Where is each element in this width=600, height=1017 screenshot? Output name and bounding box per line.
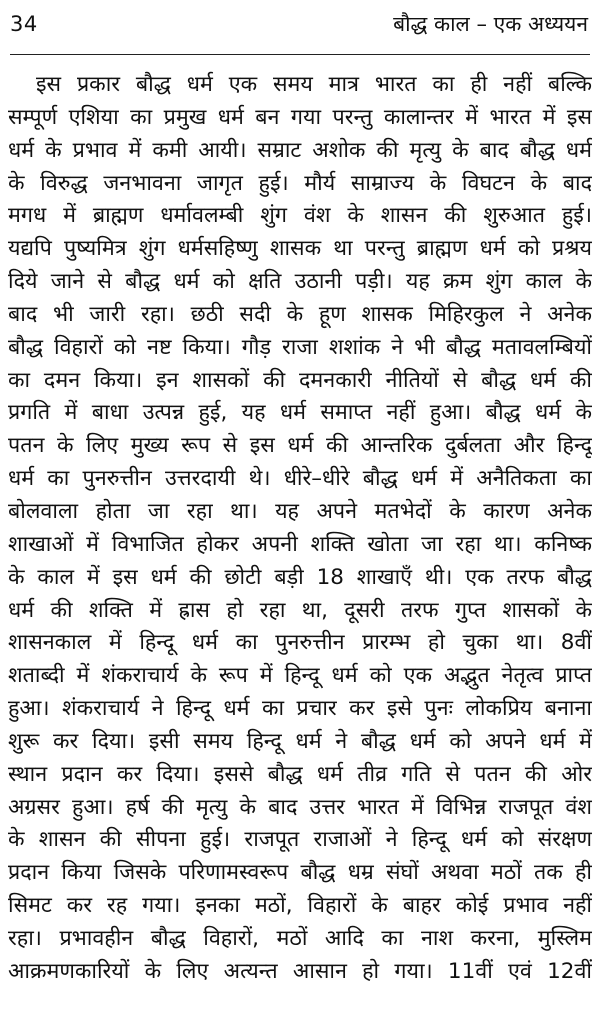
text-line: स्थान प्रदान कर दिया। इससे बौद्ध धर्म तीव्र गति से पतन की ओर (8, 761, 592, 787)
text-line: शासनकाल में हिन्दू धर्म का पुनरुत्तीन प्रारम्भ हो चुका था। 8वीं (8, 630, 592, 656)
text-line: प्रगति में बाधा उत्पन्न हुई, यह धर्म समाप्त नहीं हुआ। बौद्ध धर्म के (8, 400, 592, 426)
text-line: यद्यपि पुष्यमित्र शुंग धर्मसहिष्णु शासक था परन्तु ब्राह्मण धर्म को प्रश्रय (8, 236, 592, 262)
text-line: पतन के लिए मुख्य रूप से इस धर्म की आन्तरिक दुर्बलता और हिन्दू (8, 433, 592, 459)
text-line: शुरू कर दिया। इसी समय हिन्दू धर्म ने बौद्ध धर्म को अपने धर्म में (8, 728, 592, 754)
text-line: धर्म का पुनरुत्तीन उत्तरदायी थे। धीरे–धीरे बौद्ध धर्म में अनैतिकता का (8, 466, 592, 492)
text-line: बौद्ध विहारों को नष्ट किया। गौड़ राजा शशांक ने भी बौद्ध मतावलम्बियों (8, 334, 592, 360)
text-line: अग्रसर हुआ। हर्ष की मृत्यु के बाद उत्तर भारत में विभिन्न राजपूत वंश (8, 794, 592, 820)
text-line: मगध में ब्राह्मण धर्मावलम्बी शुंग वंश के शासन की शुरुआत हुई। (8, 203, 592, 229)
body-paragraph (8, 69, 592, 989)
text-line: प्रदान किया जिसके परिणामस्वरूप बौद्ध धम्र संघों अथवा मठों तक ही (8, 860, 592, 886)
page-number: 34 (10, 12, 38, 36)
text-line: बाद भी जारी रहा। छठी सदी के हूण शासक मिहिरकुल ने अनेक (8, 301, 592, 327)
text-line: रहा। प्रभावहीन बौद्ध विहारों, मठों आदि का नाश करना, मुस्लिम (8, 925, 592, 951)
text-line: दिये जाने से बौद्ध धर्म को क्षति उठानी पड़ी। यह क्रम शुंग काल के (8, 269, 592, 295)
page-header (10, 0, 590, 55)
text-line: धर्म के प्रभाव में कमी आयी। सम्राट अशोक की मृत्यु के बाद बौद्ध धर्म (8, 137, 592, 163)
text-line: शताब्दी में शंकराचार्य के रूप में हिन्दू धर्म को एक अद्भुत नेतृत्व प्राप्त (8, 663, 592, 689)
text-line: के शासन की सीपना हुई। राजपूत राजाओं ने हिन्दू धर्म को संरक्षण (8, 827, 592, 853)
text-line: आक्रमणकारियों के लिए अत्यन्त आसान हो गया। 11वीं एवं 12वीं (8, 958, 592, 984)
text-line: हुआ। शंकराचार्य ने हिन्दू धर्म का प्रचार कर इसे पुनः लोकप्रिय बनाना (8, 696, 592, 722)
text-line: के विरुद्ध जनभावना जागृत हुई। मौर्य साम्राज्य के विघटन के बाद (8, 170, 592, 196)
text-line: बोलवाला होता जा रहा था। यह अपने मतभेदों के कारण अनेक (8, 498, 592, 524)
text-line: सिमट कर रह गया। इनका मठों, विहारों के बाहर कोई प्रभाव नहीं (8, 893, 592, 919)
running-title: बौद्ध काल – एक अध्ययन (393, 12, 588, 36)
text-line: शाखाओं में विभाजित होकर अपनी शक्ति खोता जा रहा था। कनिष्क (8, 531, 592, 557)
text-line: धर्म की शक्ति में ह्रास हो रहा था, दूसरी तरफ गुप्त शासकों के (8, 597, 592, 623)
text-line: के काल में इस धर्म की छोटी बड़ी 18 शाखाएँ थी। एक तरफ बौद्ध (8, 564, 592, 590)
text-line: का दमन किया। इन शासकों की दमनकारी नीतियों से बौद्ध धर्म की (8, 367, 592, 393)
text-line: इस प्रकार बौद्ध धर्म एक समय मात्र भारत का ही नहीं बल्कि (36, 72, 592, 97)
text-line: सम्पूर्ण एशिया का प्रमुख धर्म बन गया परन्तु कालान्तर में भारत में इस (8, 104, 592, 130)
